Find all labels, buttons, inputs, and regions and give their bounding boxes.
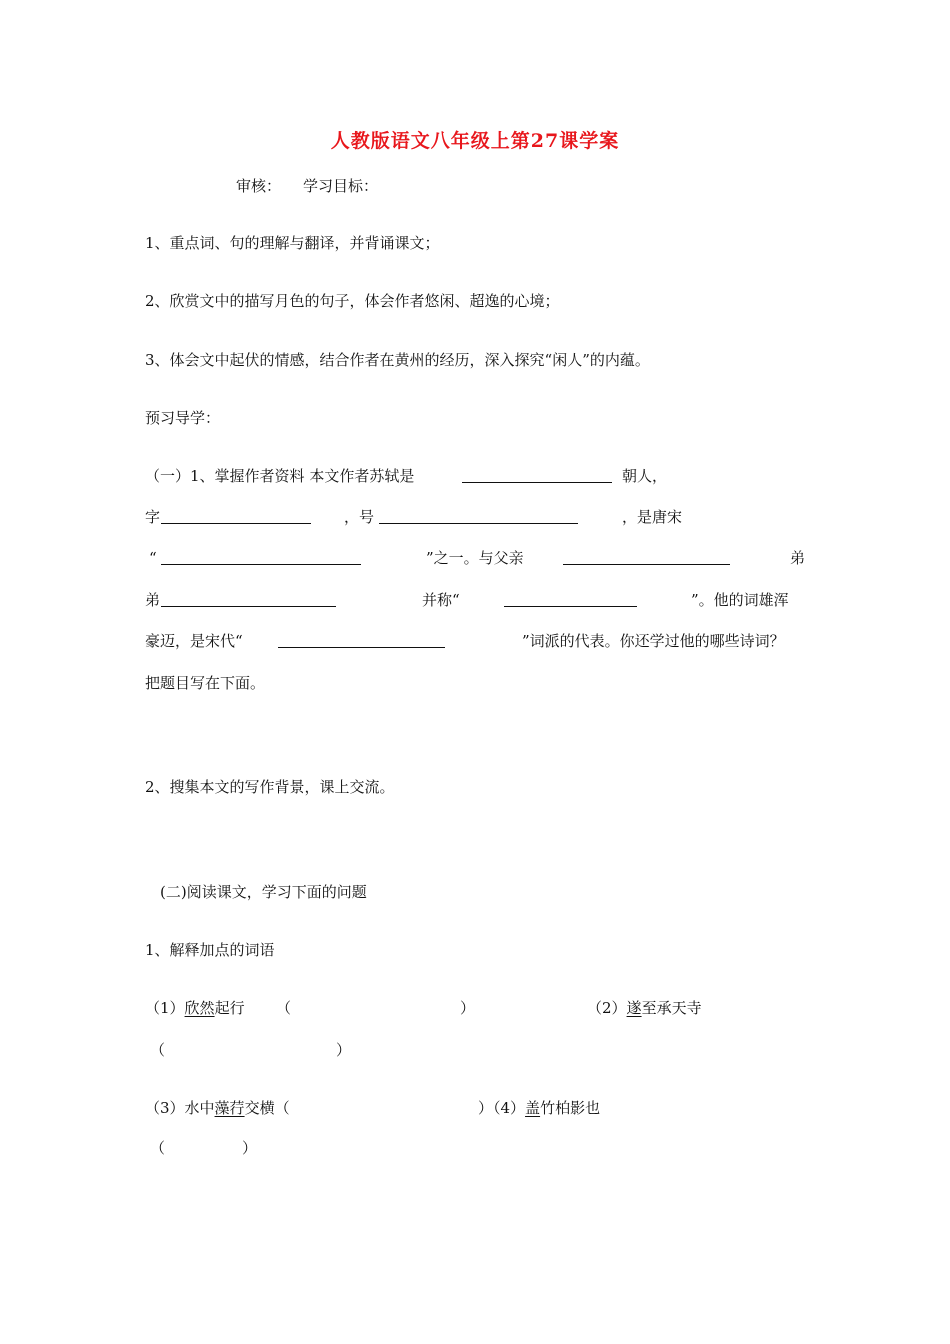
school-blank[interactable] — [278, 633, 445, 648]
dynasty-suffix: 朝人， — [622, 467, 668, 485]
word-1-rest: 起行 — [214, 999, 245, 1017]
school-rep-question: ”词派的代表。你还学过他的哪些诗词？ — [522, 632, 785, 650]
word-1-open-paren: （ — [276, 999, 292, 1017]
courtesy-name-label: 字 — [145, 508, 161, 526]
word-3-number: （3）水中 — [145, 1099, 215, 1117]
author-intro-text: （一）1、掌握作者资料 本文作者苏轼是 — [145, 467, 415, 485]
word-4-close-paren: ） — [242, 1139, 258, 1157]
open-quote: “ — [149, 549, 157, 567]
review-label: 审核： — [236, 177, 282, 195]
word-1-close-paren: ） — [460, 999, 476, 1017]
page-title: 人教版语文八年级上第27课学案 — [330, 130, 620, 152]
pen-name-label: ，号 — [344, 508, 375, 526]
word-item-3 — [145, 1098, 290, 1118]
part2-heading: (二)阅读课文，学习下面的问题 — [160, 883, 367, 901]
word-3-key: 藻荇 — [214, 1099, 245, 1117]
song-school-label: 豪迈，是宋代“ — [145, 632, 243, 650]
brother-label-2: 弟 — [145, 591, 161, 609]
father-blank[interactable] — [563, 550, 730, 565]
tang-song-label: ，是唐宋 — [622, 508, 683, 526]
word-4-rest: 竹柏影也 — [540, 1099, 601, 1117]
known-as-label: 并称“ — [422, 591, 460, 609]
pen-name-blank[interactable] — [379, 509, 578, 524]
brother-label-1: 弟 — [790, 549, 806, 567]
objectives-label: 学习目标： — [303, 177, 379, 195]
word-4-open-paren: （ — [150, 1139, 166, 1157]
write-titles-instruction: 把题目写在下面。 — [145, 674, 266, 692]
word-2-close-paren: ） — [336, 1041, 352, 1059]
background-task: 2、搜集本文的写作背景，课上交流。 — [145, 778, 395, 796]
word-4-key: 盖 — [525, 1099, 541, 1117]
word-3-rest: 交横（ — [244, 1099, 290, 1117]
objective-2: 2、欣赏文中的描写月色的句子，体会作者悠闲、超逸的心境； — [145, 292, 560, 310]
word-1-key: 欣然 — [184, 999, 215, 1017]
word-2-number: （2） — [587, 999, 627, 1017]
eight-masters-blank[interactable] — [161, 550, 361, 565]
father-label: ”之一。与父亲 — [426, 549, 524, 567]
word-2-open-paren: （ — [150, 1041, 166, 1059]
word-2-rest: 至承天寺 — [641, 999, 702, 1017]
word-2-key: 遂 — [626, 999, 642, 1017]
courtesy-name-blank[interactable] — [161, 509, 311, 524]
word-4-number: ）（4） — [478, 1099, 526, 1117]
dynasty-blank[interactable] — [462, 468, 612, 483]
brother-blank[interactable] — [161, 592, 336, 607]
preview-heading: 预习导学： — [145, 409, 221, 427]
word-1-number: （1） — [145, 999, 185, 1017]
ci-style-label: ”。他的词雄浑 — [691, 591, 789, 609]
word-item-4 — [478, 1098, 600, 1118]
objective-1: 1、重点词、句的理解与翻译，并背诵课文； — [145, 234, 440, 252]
objective-3: 3、体会文中起伏的情感，结合作者在黄州的经历，深入探究“闲人”的内蕴。 — [145, 351, 650, 369]
word-item-1 — [145, 998, 245, 1018]
explain-words-question: 1、解释加点的词语 — [145, 941, 275, 959]
word-item-2 — [587, 998, 702, 1018]
three-su-blank[interactable] — [504, 592, 637, 607]
